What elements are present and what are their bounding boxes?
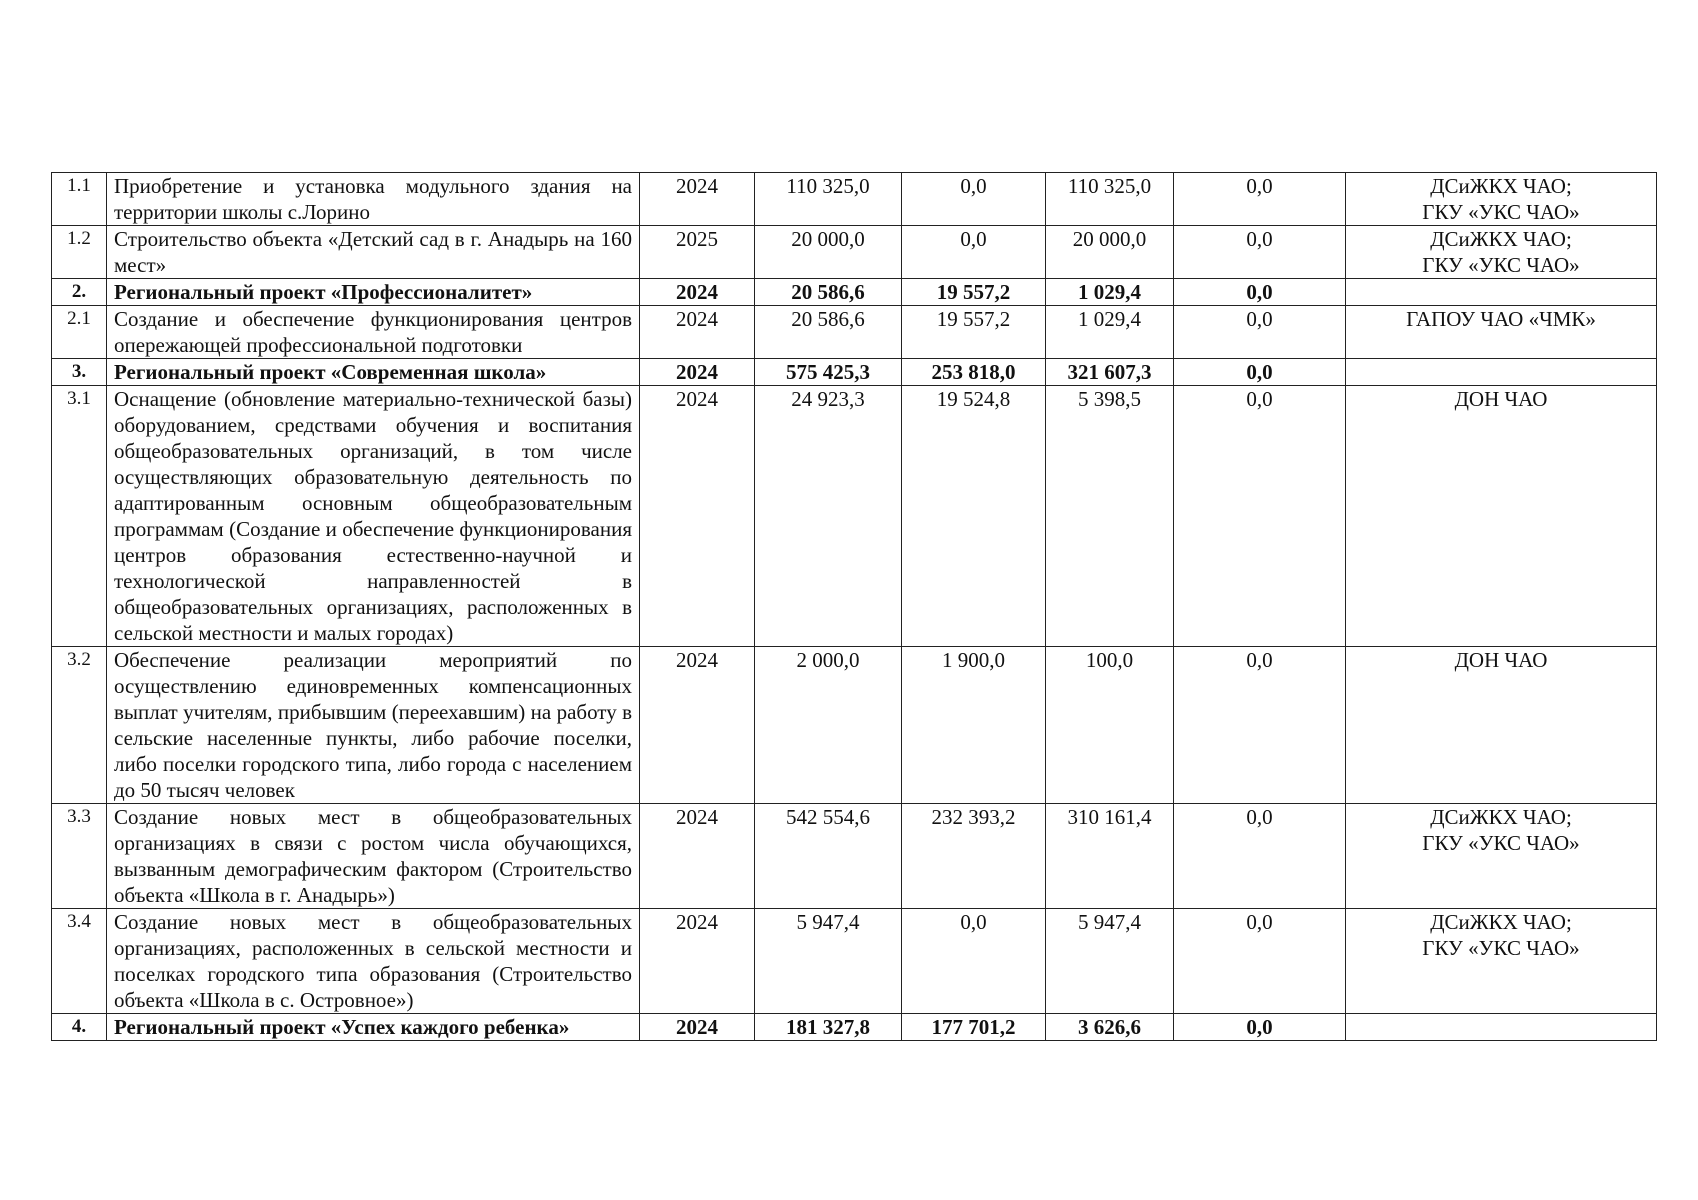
- row-regional: 100,0: [1046, 647, 1174, 804]
- responsible-line: ДСиЖКХ ЧАО;: [1430, 174, 1572, 198]
- row-federal: 19 524,8: [902, 386, 1046, 647]
- row-number: 3.4: [52, 909, 107, 1014]
- row-number: 1.2: [52, 226, 107, 279]
- row-federal: 19 557,2: [902, 306, 1046, 359]
- row-total: 181 327,8: [755, 1014, 902, 1041]
- row-other: 0,0: [1174, 359, 1346, 386]
- row-year: 2025: [640, 226, 755, 279]
- row-responsible: [1346, 386, 1657, 647]
- row-responsible: [1346, 359, 1657, 386]
- row-number: 3.1: [52, 386, 107, 647]
- responsible-line: ДСиЖКХ ЧАО;: [1430, 227, 1572, 251]
- row-federal: 253 818,0: [902, 359, 1046, 386]
- responsible-line: ГКУ «УКС ЧАО»: [1422, 831, 1580, 855]
- program-table: [51, 172, 1657, 1041]
- row-number: 3.3: [52, 804, 107, 909]
- row-number: 4.: [52, 1014, 107, 1041]
- row-name: Создание новых мест в общеобразовательных организациях в связи с ростом числа обучающихся, вызванным демографическим фактором (Строительство объекта «Школа в г. Анадырь»): [107, 804, 640, 909]
- row-total: 20 000,0: [755, 226, 902, 279]
- row-number: 3.2: [52, 647, 107, 804]
- row-other: 0,0: [1174, 306, 1346, 359]
- row-year: 2024: [640, 279, 755, 306]
- row-responsible: [1346, 647, 1657, 804]
- row-number: 2.: [52, 279, 107, 306]
- row-total: 20 586,6: [755, 279, 902, 306]
- responsible-line: ДОН ЧАО: [1454, 648, 1548, 672]
- row-regional: 310 161,4: [1046, 804, 1174, 909]
- row-federal: 19 557,2: [902, 279, 1046, 306]
- row-other: 0,0: [1174, 173, 1346, 226]
- row-responsible: [1346, 306, 1657, 359]
- row-name: Оснащение (обновление материально-технической базы) оборудованием, средствами обучения и воспитания общеобразовательных организаций, в том числе осуществляющих образовательную деятельность по адаптированным основным общеобразовательным программам (Создание и обеспечение функционирования центров образования естественно-научной и технологической направленностей в общеобразовательных организациях, расположенных в сельской местности и малых городах): [107, 386, 640, 647]
- row-other: 0,0: [1174, 279, 1346, 306]
- row-regional: 321 607,3: [1046, 359, 1174, 386]
- row-name: Региональный проект «Успех каждого ребенка»: [107, 1014, 640, 1041]
- row-year: 2024: [640, 647, 755, 804]
- row-responsible: [1346, 173, 1657, 226]
- row-name: Приобретение и установка модульного здания на территории школы с.Лорино: [107, 173, 640, 226]
- section-row: [52, 279, 1657, 306]
- table-row: [52, 647, 1657, 804]
- responsible-line: ДСиЖКХ ЧАО;: [1430, 910, 1572, 934]
- row-name: Создание новых мест в общеобразовательных организациях, расположенных в сельской местности и поселках городского типа образования (Строительство объекта «Школа в с. Островное»): [107, 909, 640, 1014]
- row-other: 0,0: [1174, 1014, 1346, 1041]
- row-name: Обеспечение реализации мероприятий по осуществлению единовременных компенсационных выплат учителям, прибывшим (переехавшим) на работу в сельские населенные пункты, либо рабочие поселки, либо поселки городского типа, либо города с населением до 50 тысяч человек: [107, 647, 640, 804]
- table-row: [52, 306, 1657, 359]
- row-regional: 5 947,4: [1046, 909, 1174, 1014]
- table-row: [52, 173, 1657, 226]
- row-responsible: [1346, 279, 1657, 306]
- row-responsible: [1346, 226, 1657, 279]
- row-total: 2 000,0: [755, 647, 902, 804]
- row-responsible: [1346, 1014, 1657, 1041]
- row-other: 0,0: [1174, 647, 1346, 804]
- responsible-line: ГАПОУ ЧАО «ЧМК»: [1406, 307, 1596, 331]
- section-row: [52, 359, 1657, 386]
- responsible-line: ДСиЖКХ ЧАО;: [1430, 805, 1572, 829]
- row-regional: 3 626,6: [1046, 1014, 1174, 1041]
- row-year: 2024: [640, 306, 755, 359]
- row-year: 2024: [640, 1014, 755, 1041]
- table-row: [52, 804, 1657, 909]
- row-name: Создание и обеспечение функционирования центров опережающей профессиональной подготовки: [107, 306, 640, 359]
- row-number: 2.1: [52, 306, 107, 359]
- row-name: Региональный проект «Профессионалитет»: [107, 279, 640, 306]
- row-other: 0,0: [1174, 386, 1346, 647]
- row-responsible: [1346, 804, 1657, 909]
- table-row: [52, 386, 1657, 647]
- row-name: Региональный проект «Современная школа»: [107, 359, 640, 386]
- row-number: 3.: [52, 359, 107, 386]
- row-total: 110 325,0: [755, 173, 902, 226]
- row-regional: 5 398,5: [1046, 386, 1174, 647]
- row-total: 542 554,6: [755, 804, 902, 909]
- section-row: [52, 1014, 1657, 1041]
- row-federal: 0,0: [902, 909, 1046, 1014]
- row-year: 2024: [640, 359, 755, 386]
- row-year: 2024: [640, 804, 755, 909]
- row-year: 2024: [640, 386, 755, 647]
- row-year: 2024: [640, 173, 755, 226]
- row-federal: 1 900,0: [902, 647, 1046, 804]
- row-regional: 20 000,0: [1046, 226, 1174, 279]
- row-other: 0,0: [1174, 226, 1346, 279]
- row-total: 5 947,4: [755, 909, 902, 1014]
- row-federal: 0,0: [902, 173, 1046, 226]
- row-year: 2024: [640, 909, 755, 1014]
- row-total: 24 923,3: [755, 386, 902, 647]
- row-number: 1.1: [52, 173, 107, 226]
- responsible-line: ДОН ЧАО: [1454, 387, 1548, 411]
- row-federal: 232 393,2: [902, 804, 1046, 909]
- row-regional: 1 029,4: [1046, 279, 1174, 306]
- responsible-line: ГКУ «УКС ЧАО»: [1422, 936, 1580, 960]
- row-regional: 110 325,0: [1046, 173, 1174, 226]
- row-federal: 177 701,2: [902, 1014, 1046, 1041]
- row-total: 20 586,6: [755, 306, 902, 359]
- row-name: Строительство объекта «Детский сад в г. Анадырь на 160 мест»: [107, 226, 640, 279]
- row-other: 0,0: [1174, 909, 1346, 1014]
- table-row: [52, 226, 1657, 279]
- row-regional: 1 029,4: [1046, 306, 1174, 359]
- row-federal: 0,0: [902, 226, 1046, 279]
- row-other: 0,0: [1174, 804, 1346, 909]
- row-total: 575 425,3: [755, 359, 902, 386]
- responsible-line: ГКУ «УКС ЧАО»: [1422, 253, 1580, 277]
- row-responsible: [1346, 909, 1657, 1014]
- table-row: [52, 909, 1657, 1014]
- responsible-line: ГКУ «УКС ЧАО»: [1422, 200, 1580, 224]
